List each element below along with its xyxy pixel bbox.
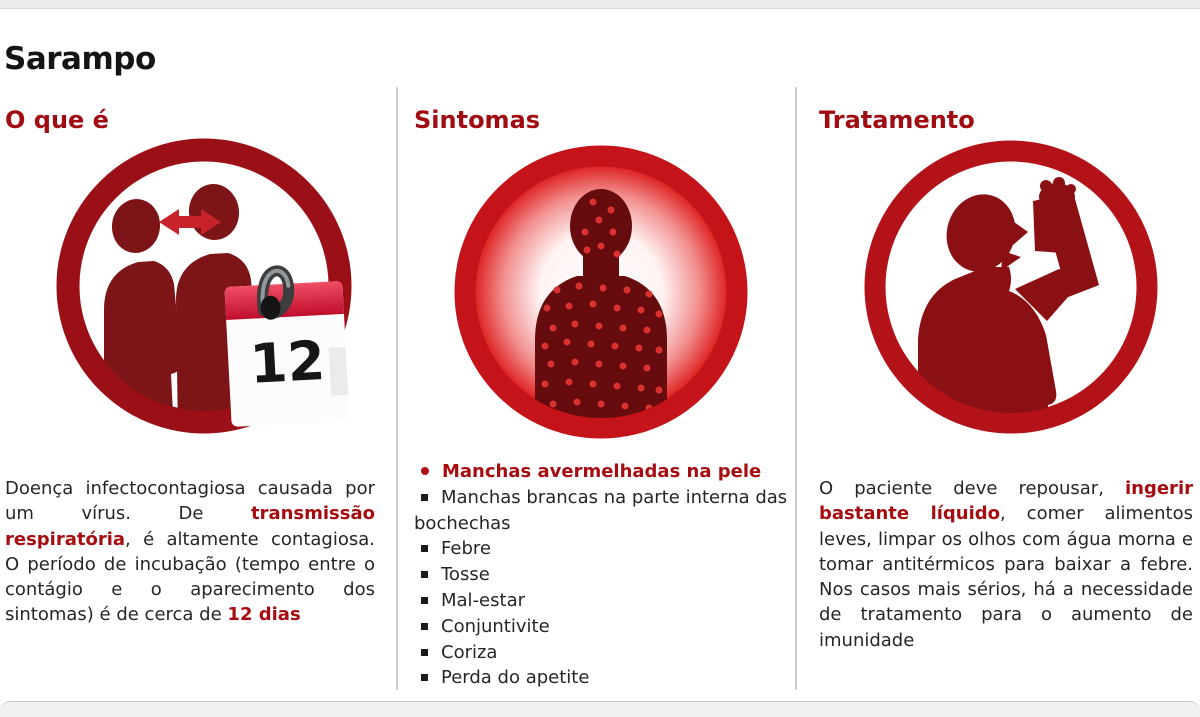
symptom-label: Manchas brancas na parte interna das bochechas — [414, 486, 788, 534]
bullet-icon — [421, 545, 428, 552]
symptom-list — [414, 459, 790, 691]
calendar-icon — [224, 267, 350, 426]
text-segment: O paciente deve repousar, — [819, 478, 1125, 499]
column-divider — [795, 87, 797, 690]
calendar-day-number: 12 — [248, 328, 327, 396]
text-segment-highlight: ingerir bastante líquido — [819, 478, 1193, 525]
symptom-item — [414, 588, 790, 614]
bullet-icon — [421, 674, 428, 681]
bullet-icon — [421, 623, 428, 630]
symptom-item — [414, 640, 790, 666]
heading-tratamento: Tratamento — [819, 105, 975, 134]
bullet-icon — [421, 467, 429, 475]
treatment-paragraph — [819, 476, 1193, 653]
heading-sintomas: Sintomas — [414, 105, 541, 134]
transmission-incubation-icon — [56, 138, 352, 438]
text-segment-highlight: 12 dias — [227, 604, 301, 626]
symptom-item — [414, 536, 790, 562]
symptom-item — [414, 562, 790, 588]
symptom-label: Perda do apetite — [441, 667, 590, 689]
symptom-label: Conjuntivite — [441, 615, 550, 637]
bullet-icon — [421, 494, 428, 501]
column-divider — [396, 87, 398, 690]
text-segment: , é altamente contagiosa. O período de incubação (tempo entre o contágio e o aparecimento dos sintomas) é de cerca de — [5, 528, 375, 626]
symptom-item — [414, 485, 790, 537]
top-bar — [0, 0, 1200, 9]
symptom-label: Febre — [441, 538, 491, 560]
symptom-item — [414, 459, 790, 485]
bullet-icon — [421, 597, 428, 604]
symptom-label: Manchas avermelhadas na pele — [442, 461, 762, 482]
what-is-paragraph — [5, 476, 375, 628]
symptom-label: Mal-estar — [441, 589, 525, 611]
text-segment: , comer alimentos leves, limpar os olhos com água morna e tomar antitérmicos para baixar a febre. Nos casos mais sérios, há a necessidade de tratamento para o aumento de imunidade — [819, 503, 1193, 651]
symptom-label: Coriza — [441, 641, 498, 663]
symptom-label: Tosse — [441, 564, 490, 586]
page-title: Sarampo — [4, 40, 156, 77]
heading-o-que-e: O que é — [5, 105, 109, 134]
bullet-icon — [421, 649, 428, 656]
symptom-item — [414, 665, 790, 691]
bullet-icon — [421, 571, 428, 578]
text-segment-highlight: transmissão respiratória — [5, 503, 375, 550]
measles-rash-icon — [453, 144, 749, 444]
text-segment: Doença infectocontagiosa causada por um vírus. De — [5, 478, 375, 525]
bottom-bar — [0, 701, 1200, 717]
symptom-item — [414, 614, 790, 640]
patient-drinking-icon — [863, 139, 1159, 439]
